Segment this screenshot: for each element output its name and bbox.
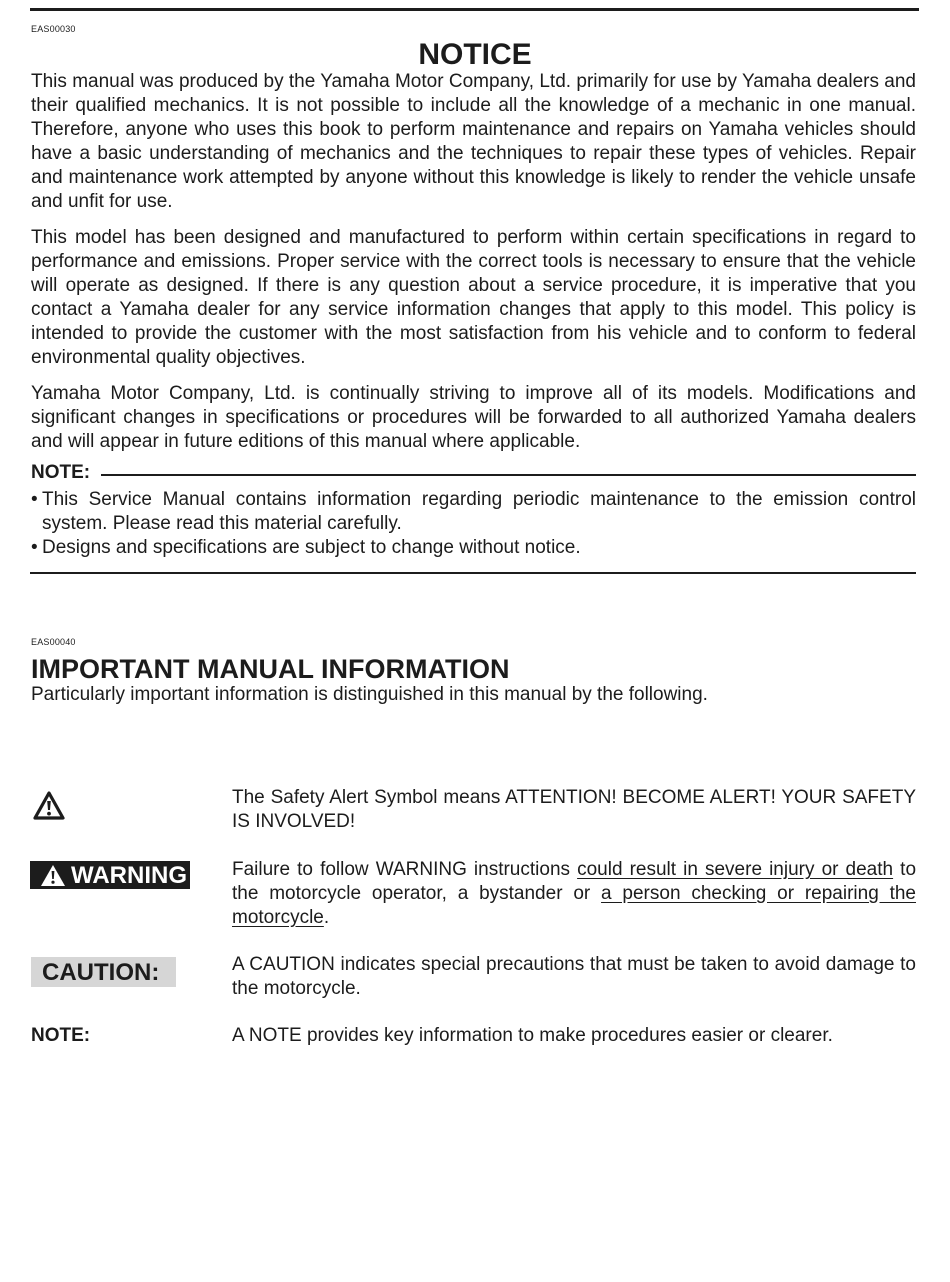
notice-title: NOTICE xyxy=(418,38,532,71)
warning-label: WARNING xyxy=(71,862,187,889)
warning-text-underlined: could result in severe injury or death xyxy=(577,859,894,880)
notice-code: EAS00030 xyxy=(31,24,76,34)
note-bullet-1 xyxy=(31,488,916,536)
warning-triangle-icon xyxy=(40,864,66,887)
note-label: NOTE: xyxy=(31,462,91,483)
caution-text: A CAUTION indicates special precautions that must be taken to avoid damage to the motorcycle. xyxy=(232,954,916,999)
safety-alert-icon xyxy=(32,790,66,822)
important-code: EAS00040 xyxy=(31,637,76,647)
notice-paragraph-3: Yamaha Motor Company, Ltd. is continually striving to improve all of its models. Modifications and significant changes in specifications or procedures will be forwarded to all authorized Yamaha dealers and will appear in future editions of this manual where applicable. xyxy=(31,383,916,452)
note-rule xyxy=(101,474,916,476)
note-bullet-2 xyxy=(31,536,916,560)
warning-text-part: Failure to follow WARNING instructions xyxy=(232,859,578,880)
bullet-marker: • xyxy=(31,489,38,510)
notice-paragraph-1: This manual was produced by the Yamaha Motor Company, Ltd. primarily for use by Yamaha dealers and their qualified mechanics. It is not possible to include all the knowledge of a mechanic in one manual. Therefore, anyone who uses this book to perform maintenance and repairs on Yamaha vehicles should have a basic understanding of mechanics and the techniques to repair these types of vehicles. Repair and maintenance work attempted by anyone without this knowledge is likely to render the vehicle unsafe and unfit for use. xyxy=(31,71,916,212)
important-intro: Particularly important information is distinguished in this manual by the following. xyxy=(31,684,708,705)
note-bottom-rule xyxy=(30,572,916,574)
bullet-text: This Service Manual contains information regarding periodic maintenance to the emission control system. Please read this material carefully. xyxy=(42,489,916,534)
warning-text-part: to the motorcycle operator, a bystander or xyxy=(232,859,917,904)
bullet-marker: • xyxy=(31,537,38,558)
important-title: IMPORTANT MANUAL INFORMATION xyxy=(31,654,510,684)
warning-text xyxy=(232,858,916,930)
warning-badge xyxy=(30,861,190,889)
top-rule xyxy=(30,8,919,11)
bullet-text: Designs and specifications are subject to change without notice. xyxy=(42,537,581,558)
warning-text-part: . xyxy=(323,907,330,928)
safety-alert-text: The Safety Alert Symbol means ATTENTION! BECOME ALERT! YOUR SAFETY IS INVOLVED! xyxy=(232,787,916,832)
caution-badge xyxy=(31,957,176,987)
notice-paragraph-2: This model has been designed and manufactured to perform within certain specifications in regard to performance and emissions. Proper service with the correct tools is necessary to ensure that the vehicle will operate as designed. If there is any question about a service procedure, it is imperative that you contact a Yamaha dealer for any service information changes that apply to this model. This policy is intended to provide the customer with the most satisfaction from his vehicle and to conform to federal environmental quality objectives. xyxy=(31,227,916,368)
note-definition-label: NOTE: xyxy=(31,1025,91,1046)
caution-label: CAUTION: xyxy=(42,959,160,986)
note-definition-text: A NOTE provides key information to make procedures easier or clearer. xyxy=(232,1025,833,1046)
warning-text-underlined: a person checking or repairing the motorcycle xyxy=(232,883,916,928)
